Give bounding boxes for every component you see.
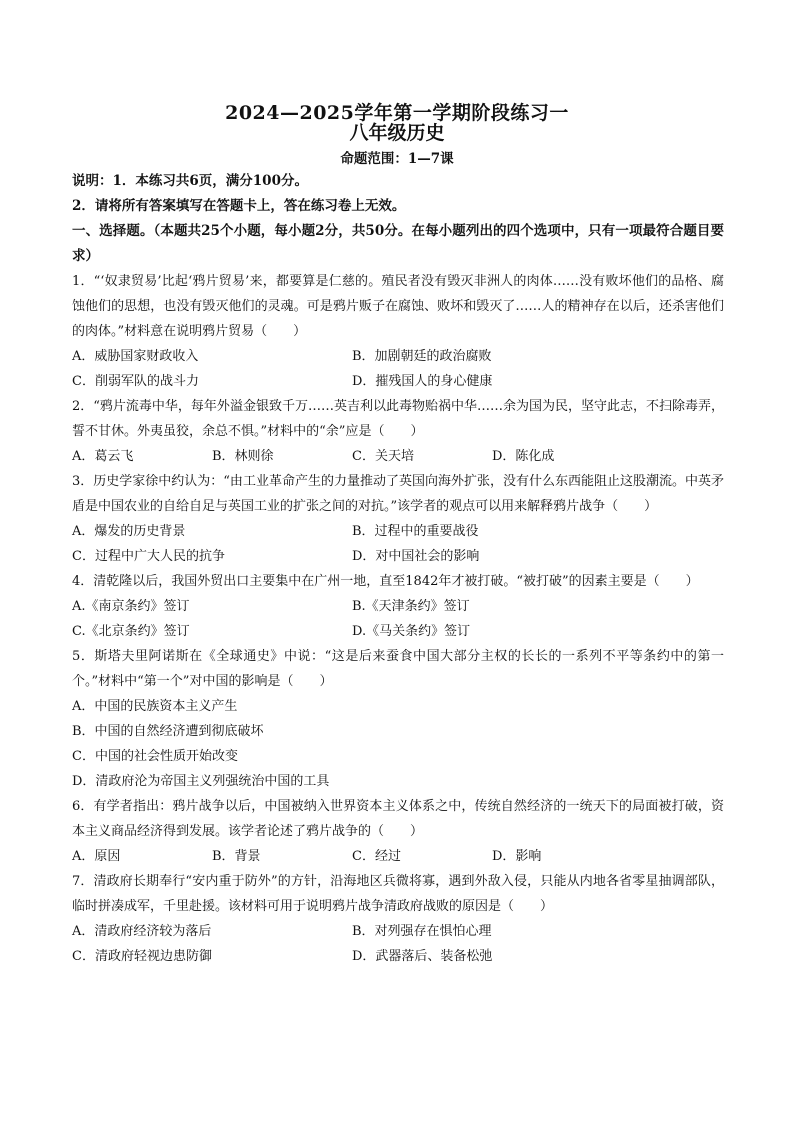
exam-scope: 命题范围：1—7课: [340, 151, 454, 167]
option-d: D．影响: [492, 849, 542, 864]
question-stem: 3．历史学家徐中约认为：“由工业革命产生的力量推动了英国向海外扩张，没有什么东西能阻止这股潮流。中英矛盾是中国农业的自给自足与英国工业的扩张之间的对抗。”该学者的观点可以用来解释鸦片战争（ ）: [72, 474, 724, 514]
question-3: [72, 469, 724, 569]
option-b: B．对列强存在惧怕心理: [352, 924, 492, 939]
option-c: C.《北京条约》签订: [72, 624, 190, 639]
option-a: A．威胁国家财政收入: [72, 349, 199, 364]
option-row: [72, 594, 724, 619]
option-b: B.《天津条约》签订: [352, 599, 470, 614]
option-c: C．清政府轻视边患防御: [72, 949, 212, 964]
option-row: [72, 944, 724, 969]
question-stem: 4．清乾隆以后，我国外贸出口主要集中在广州一地，直至1842年才被打破。“被打破”的因素主要是（ ）: [72, 574, 699, 589]
option-b: B．过程中的重要战役: [352, 524, 479, 539]
question-stem: 5．斯塔夫里阿诺斯在《全球通史》中说：“这是后来蚕食中国大部分主权的长长的一系列不平等条约中的第一个。”材料中“第一个”对中国的影响是（ ）: [72, 649, 724, 689]
option-row: [72, 444, 724, 469]
option-row: [72, 519, 724, 544]
option-b: B．加剧朝廷的政治腐败: [352, 349, 492, 364]
question-stem: 1．“‘奴隶贸易’比起‘鸦片贸易’来，都要算是仁慈的。殖民者没有毁灭非洲人的肉体……没有败坏他们的品格、腐蚀他们的思想，也没有毁灭他们的灵魂。可是鸦片贩子在腐蚀、败坏和毁灭了……人的精神存在以后，还杀害他们的肉体。”材料意在说明鸦片贸易（ ）: [72, 274, 724, 339]
option-d: D．陈化成: [492, 449, 555, 464]
question-1: [72, 269, 724, 394]
option-a: A．原因: [72, 849, 121, 864]
exam-subject: 八年级历史: [349, 122, 445, 144]
exam-title: 2024—2025学年第一学期阶段练习一: [225, 102, 569, 124]
option-row: [72, 919, 724, 944]
option-d: D.《马关条约》签订: [352, 624, 471, 639]
option-row: [72, 844, 724, 869]
option-c: C．经过: [352, 849, 401, 864]
option-row: [72, 369, 724, 394]
question-7: [72, 869, 724, 969]
question-stem: 6．有学者指出：鸦片战争以后，中国被纳入世界资本主义体系之中，传统自然经济的一统天下的局面被打破，资本主义商品经济得到发展。该学者论述了鸦片战争的（ ）: [72, 799, 724, 839]
question-stem: 2．“鸦片流毒中华，每年外溢金银致千万……英吉利以此毒物贻祸中华……余为国为民，坚守此志，不扫除毒弄，誓不甘休。外夷虽狡，余总不惧。”材料中的“余”应是（ ）: [72, 399, 724, 439]
option-c: C．削弱军队的战斗力: [72, 374, 199, 389]
option-b: B．林则徐: [212, 449, 274, 464]
instruction-2: 2．请将所有答案填写在答题卡上，答在练习卷上无效。: [72, 198, 406, 214]
option-a: A．清政府经济较为落后: [72, 924, 212, 939]
option-c: C．过程中广大人民的抗争: [72, 549, 225, 564]
option-row: [72, 619, 724, 644]
option-d: D．摧残国人的身心健康: [352, 374, 493, 389]
option-row: [72, 544, 724, 569]
question-6: [72, 794, 724, 869]
option-d: D．清政府沦为帝国主义列强统治中国的工具: [72, 774, 330, 789]
section-heading: 一、选择题。（本题共25个小题，每小题2分，共50分。在每小题列出的四个选项中，只有一项最符合题目要求）: [72, 223, 724, 264]
question-2: [72, 394, 724, 469]
option-a: A.《南京条约》签订: [72, 599, 190, 614]
question-5: [72, 644, 724, 794]
question-stem: 7．清政府长期奉行“安内重于防外”的方针，沿海地区兵微将寡，遇到外敌入侵，只能从内地各省零星抽调部队，临时拼凑成军，千里赴援。该材料可用于说明鸦片战争清政府战败的原因是（ ）: [72, 874, 724, 914]
option-d: D．对中国社会的影响: [352, 549, 480, 564]
option-a: A．中国的民族资本主义产生: [72, 699, 238, 714]
option-d: D．武器落后、装备松弛: [352, 949, 493, 964]
exam-content: [72, 169, 724, 969]
instruction-1: 说明：1．本练习共6页，满分100分。: [72, 173, 308, 189]
option-a: A．爆发的历史背景: [72, 524, 186, 539]
option-row: [72, 344, 724, 369]
option-b: B．背景: [212, 849, 261, 864]
option-c: C．关天培: [352, 449, 414, 464]
option-b: B．中国的自然经济遭到彻底破坏: [72, 724, 264, 739]
option-c: C．中国的社会性质开始改变: [72, 749, 238, 764]
question-4: [72, 569, 724, 644]
option-a: A．葛云飞: [72, 449, 134, 464]
